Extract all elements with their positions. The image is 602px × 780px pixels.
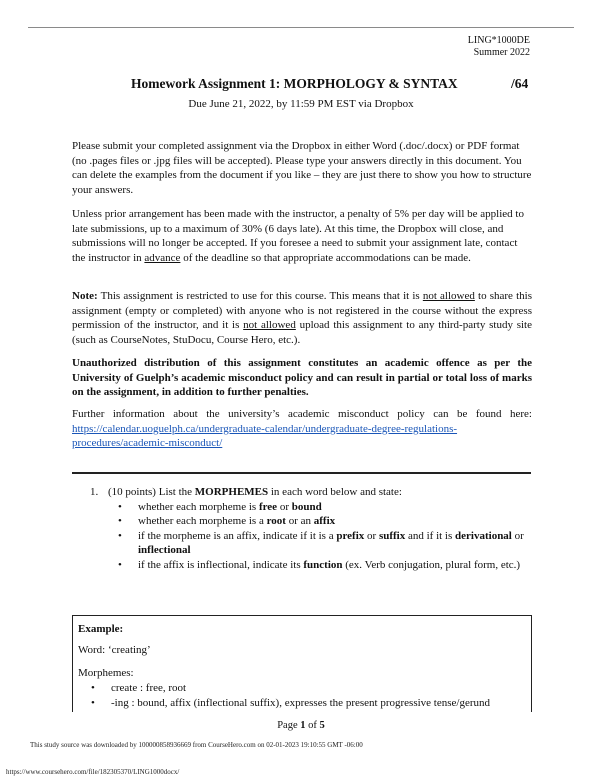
late-text-a: Unless prior arrangement has been made with the instructor, a penalty of 5% per day will be applied to late submissions, up to a maximum of 30% (6 days late). At this time, the Dropbox will close, and submissions will no longer be accepted. If you foresee a need to submit your assignment late, contact the instructor in: [72, 208, 524, 264]
warning-paragraph: Unauthorized distribution of this assignment constitutes an academic offence as per the University of Guelph’s academic misconduct policy and can result in partial or total loss of marks on the assignment, in addition to further penalties.: [72, 357, 532, 398]
criteria-item-function: [116, 558, 536, 573]
criteria-item-free-bound: [116, 500, 536, 515]
b2-a: whether each morpheme is a: [138, 515, 267, 527]
further-text: Further information about the university’s academic misconduct policy can be found here:: [72, 408, 532, 420]
note-text-c: upload this assignment to any third-party study site (such as CourseNotes, StuDocu, Course Hero, etc.).: [72, 319, 532, 346]
course-info: [468, 35, 530, 59]
b3-d: suffix: [378, 529, 406, 542]
criteria-list: [116, 500, 536, 573]
b3-e: and if it is: [405, 529, 456, 542]
course-code: LING*1000DE: [467, 35, 530, 46]
b3-f: derivational: [455, 529, 512, 542]
page-current: 1: [300, 720, 306, 731]
b3-h: inflectional: [138, 544, 191, 556]
example-morpheme-item: • create : free, root: [89, 681, 519, 696]
example-title: Example:: [78, 623, 124, 635]
note-paragraph: [72, 289, 532, 347]
submission-paragraph: Please submit your completed assignment via the Dropbox in either Word (.doc/.docx) or PDF format (no .pages files or .jpg files will be accepted). Please type your answers directly in this document. You can delete the examples from the document if you like – they are just there to show you how to structure your answers.: [72, 140, 532, 196]
download-notice: This study source was downloaded by 100000858936669 from CourseHero.com on 02-01-2023 19:10:55 GMT -06:00: [30, 741, 363, 749]
question-intro: [108, 485, 528, 500]
top-rule: [28, 27, 574, 28]
due-date: Due June 21, 2022, by 11:59 PM EST via Dropbox: [188, 98, 414, 110]
b3-g: or: [511, 529, 524, 542]
example-morpheme-list: [89, 681, 519, 710]
b3-c: or: [364, 529, 379, 542]
further-info-paragraph: [72, 407, 532, 451]
b3-a: if the morpheme is an affix, indicate if it is a: [138, 529, 337, 542]
b4-a: if the affix is inflectional, indicate its: [138, 558, 304, 571]
page-number: [0, 720, 602, 731]
criteria-item-root-affix: [116, 514, 536, 529]
b4-b: function: [303, 558, 343, 571]
page-label-a: Page: [277, 720, 301, 731]
intro-keyword: MORPHEMES: [194, 486, 269, 498]
total-score: /64: [511, 76, 529, 91]
b2-d: affix: [313, 515, 336, 527]
example-word: Word: ‘creating’: [78, 644, 151, 656]
b1-b: free: [258, 500, 278, 513]
intro-text-a: (10 points) List the: [108, 486, 195, 498]
source-url: https://www.coursehero.com/file/182305370/LING1000docx/: [6, 768, 180, 776]
page-label-b: of: [305, 720, 320, 731]
note-text-b: to share this assignment (empty or completed) with anyone who is not registered in the course without the express permission of the instructor, and it is: [72, 290, 532, 331]
late-underlined: advance: [144, 251, 181, 264]
note-underlined-2: not allowed: [243, 319, 296, 331]
b1-a: whether each morpheme is: [138, 500, 259, 513]
section-divider: [72, 472, 531, 474]
b1-d: bound: [291, 500, 322, 513]
late-text-b: of the deadline so that appropriate accommodations can be made.: [180, 251, 471, 264]
criteria-item-prefix-suffix: [116, 529, 536, 558]
policy-link[interactable]: https://calendar.uoguelph.ca/undergraduate-calendar/undergraduate-degree-regulations-procedures/academic-misconduct/: [72, 422, 458, 449]
b3-b: prefix: [336, 529, 365, 542]
question-number: 1.: [90, 486, 99, 498]
page-total: 5: [319, 720, 325, 731]
example-morpheme-item: • -ing : bound, affix (inflectional suffix), expresses the present progressive tense/gerund: [89, 696, 519, 711]
b2-b: root: [266, 515, 286, 527]
example-box: [72, 615, 532, 712]
term: Summer 2022: [473, 47, 530, 58]
b4-c: (ex. Verb conjugation, plural form, etc.): [342, 558, 521, 571]
note-text-a: This assignment is restricted to use for this course. This means that it is: [97, 290, 423, 302]
example-morphemes-label: Morphemes:: [78, 667, 134, 679]
b1-c: or: [277, 500, 292, 513]
title-text: Homework Assignment 1: MORPHOLOGY & SYNTAX: [131, 76, 458, 91]
intro-text-c: in each word below and state:: [268, 486, 402, 498]
note-label: Note:: [72, 290, 98, 302]
note-underlined-1: not allowed: [422, 290, 475, 302]
b2-c: or an: [285, 515, 314, 527]
late-policy-paragraph: [72, 207, 532, 265]
